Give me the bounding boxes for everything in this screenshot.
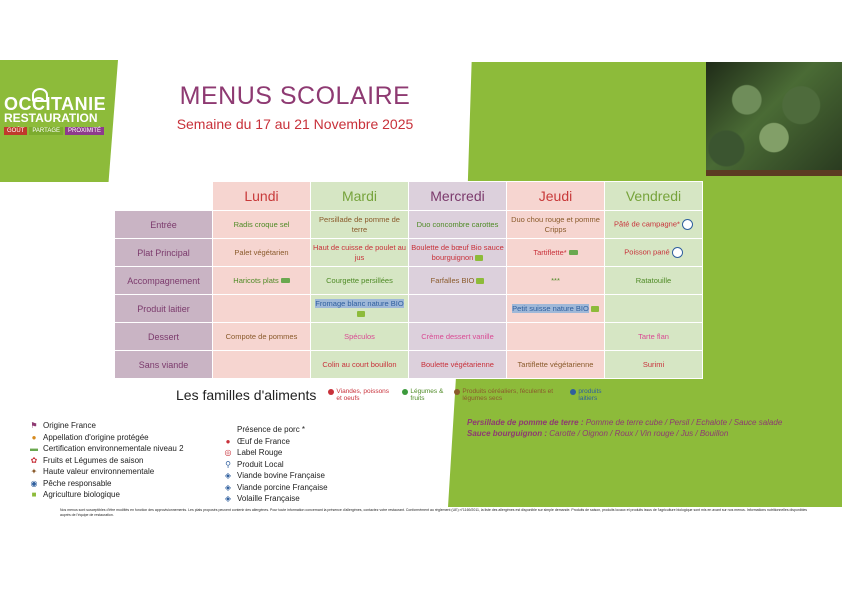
dish-name: Crème dessert vanille bbox=[421, 331, 494, 341]
menu-cell bbox=[311, 211, 409, 239]
menu-cell bbox=[213, 295, 311, 323]
responsible-fishing-icon: ◉ bbox=[30, 478, 38, 488]
menu-cell bbox=[213, 239, 311, 267]
dish-name: Radis croque sel bbox=[233, 219, 290, 229]
food-families-title: Les familles d'aliments bbox=[176, 387, 317, 403]
legend-label: Haute valeur environnementale bbox=[43, 467, 155, 476]
organic-icon bbox=[591, 306, 599, 312]
green-dot-icon bbox=[402, 389, 408, 395]
seasonal-produce-icon: ✿ bbox=[30, 455, 38, 465]
legend-label: Présence de porc * bbox=[237, 425, 306, 434]
legend-item bbox=[224, 470, 328, 482]
day-header: Vendredi bbox=[605, 182, 703, 211]
recipe-note bbox=[467, 417, 787, 428]
dish-name: Surimi bbox=[642, 359, 665, 369]
legend-label: Origine France bbox=[43, 421, 96, 430]
menu-cell bbox=[605, 239, 703, 267]
dish-name: Haricots plats bbox=[233, 275, 279, 285]
menu-cell bbox=[409, 323, 507, 351]
legend-item bbox=[30, 432, 184, 444]
logo-line2: RESTAURATION bbox=[4, 111, 98, 125]
menu-cell bbox=[409, 211, 507, 239]
menu-cell bbox=[311, 323, 409, 351]
dish-name: Duo chou rouge et pomme Cripps bbox=[511, 214, 600, 234]
french-poultry-icon: ◈ bbox=[224, 494, 232, 503]
organic-icon bbox=[357, 311, 365, 317]
day-header: Jeudi bbox=[507, 182, 605, 211]
legend-item bbox=[224, 424, 328, 436]
menu-cell bbox=[507, 211, 605, 239]
dish-name: Palet végétarien bbox=[234, 247, 289, 257]
legend-item bbox=[224, 436, 328, 448]
organic-icon bbox=[476, 278, 484, 284]
dish-name: Farfalles BIO bbox=[430, 275, 475, 285]
legend-label: Viande bovine Française bbox=[237, 471, 325, 480]
table-row bbox=[115, 351, 703, 379]
egg-icon: ● bbox=[225, 436, 231, 446]
day-header: Lundi bbox=[213, 182, 311, 211]
dish-name: Ratatouille bbox=[635, 275, 672, 285]
menu-cell bbox=[507, 267, 605, 295]
recipe-notes bbox=[467, 417, 787, 439]
menu-cell bbox=[605, 351, 703, 379]
row-label: Accompagnement bbox=[115, 267, 213, 295]
recipe-note bbox=[467, 428, 787, 439]
logo-tag-proximite: PROXIMITÉ bbox=[65, 127, 104, 135]
france-flag-icon: ⚑ bbox=[30, 421, 38, 430]
menu-cell bbox=[409, 267, 507, 295]
dish-name: Courgette persillées bbox=[326, 275, 393, 285]
menu-cell bbox=[311, 295, 409, 323]
dish-name: Boulette végétarienne bbox=[421, 359, 494, 369]
row-label: Entrée bbox=[115, 211, 213, 239]
dish-name: Persillade de pomme de terre bbox=[319, 214, 400, 234]
menu-cell bbox=[213, 211, 311, 239]
red-dot-icon bbox=[328, 389, 334, 395]
menu-cell bbox=[213, 351, 311, 379]
menu-cell bbox=[213, 267, 311, 295]
family-label: produits laitiers bbox=[578, 388, 602, 402]
legend-label: Produit Local bbox=[237, 459, 284, 469]
table-header-row bbox=[115, 182, 703, 211]
menu-cell bbox=[311, 239, 409, 267]
french-beef-icon: ◈ bbox=[224, 471, 232, 480]
legend-label: Agriculture biologique bbox=[43, 490, 120, 499]
family-item bbox=[402, 388, 446, 402]
menu-cell bbox=[311, 351, 409, 379]
dish-name: Spéculos bbox=[344, 331, 375, 341]
organic-icon: ■ bbox=[31, 490, 37, 499]
aop-icon: ● bbox=[31, 432, 37, 442]
menu-cell bbox=[605, 267, 703, 295]
logo-tag-gout: GOÛT bbox=[4, 127, 27, 135]
dish-name: *** bbox=[551, 275, 560, 285]
local-product-icon: ⚲ bbox=[225, 459, 231, 469]
logo-line1: OCCITANIE bbox=[4, 94, 107, 114]
legend-item bbox=[30, 466, 184, 478]
hve-icon: ✦ bbox=[30, 467, 38, 476]
row-label: Sans viande bbox=[115, 351, 213, 379]
legend-item bbox=[224, 447, 328, 459]
dish-name: Tartiflette* bbox=[533, 247, 567, 257]
menu-cell bbox=[409, 351, 507, 379]
menu-cell bbox=[507, 351, 605, 379]
legend-label: Fruits et Légumes de saison bbox=[43, 455, 144, 465]
recipe-text: Pomme de terre cube / Persil / Echalote / Sauce salade bbox=[583, 418, 783, 427]
family-item bbox=[454, 388, 562, 402]
chef-hat-icon bbox=[32, 88, 48, 102]
footnote: Nos menus sont susceptibles d'être modifiés en fonction des approvisionnements. Les plats proposés peuvent contenir des allergènes. Pour toute information concernant la présence d'allergènes, contactez votre restaurant. Conformément au règlement (UE) n°1169/2011, la liste des allergènes est disponible sur simple demande. Produits de saison, produits locaux et produits issus de l'agriculture biologique sont mis en avant sur nos menus. Informations nutritionnelles disponibles auprès de l'équipe de restauration. bbox=[60, 508, 808, 517]
page-subtitle: Semaine du 17 au 21 Novembre 2025 bbox=[176, 116, 414, 132]
table-row bbox=[115, 211, 703, 239]
table-row bbox=[115, 295, 703, 323]
day-header: Mercredi bbox=[409, 182, 507, 211]
legend-item bbox=[224, 459, 328, 471]
dish-name: Compote de pommes bbox=[225, 331, 298, 341]
day-header: Mardi bbox=[311, 182, 409, 211]
labels-legend-left bbox=[30, 420, 184, 501]
dish-name: Boulette de bœuf Bio sauce bourguignon bbox=[411, 242, 504, 262]
brown-dot-icon bbox=[454, 389, 460, 395]
page-title: MENUS SCOLAIRE bbox=[179, 82, 411, 110]
table-row bbox=[115, 239, 703, 267]
occitanie-restauration-logo bbox=[4, 96, 116, 135]
legend-label: Label Rouge bbox=[237, 448, 283, 457]
table-corner bbox=[115, 182, 213, 211]
labels-legend-right bbox=[224, 424, 328, 505]
legend-item bbox=[30, 478, 184, 490]
dish-name: Poisson pané bbox=[624, 247, 670, 257]
row-label: Dessert bbox=[115, 323, 213, 351]
cabbage-photo bbox=[706, 62, 842, 176]
menu-cell bbox=[507, 323, 605, 351]
dish-name: Pâté de campagne* bbox=[614, 219, 680, 229]
family-label: Viandes, poissons et oeufs bbox=[336, 388, 390, 402]
label-rouge-icon bbox=[682, 219, 693, 230]
menu-cell bbox=[213, 323, 311, 351]
row-label: Produit laitier bbox=[115, 295, 213, 323]
dish-name: Petit suisse nature BIO bbox=[512, 303, 589, 313]
legend-label: Appellation d'origine protégée bbox=[43, 432, 149, 442]
hve-icon bbox=[569, 250, 578, 255]
legend-item bbox=[30, 443, 184, 455]
recipe-name: Persillade de pomme de terre : bbox=[467, 418, 584, 427]
dish-name: Tartiflette végétarienne bbox=[517, 359, 594, 369]
recipe-text: Carotte / Oignon / Roux / Vin rouge / Jus / Bouillon bbox=[547, 429, 729, 438]
menu-cell bbox=[605, 323, 703, 351]
legend-label: Certification environnementale niveau 2 bbox=[43, 444, 184, 453]
french-pork-icon: ◈ bbox=[224, 482, 232, 492]
dish-name: Duo concombre carottes bbox=[416, 219, 499, 229]
environmental-certification-icon: ▬ bbox=[30, 444, 38, 453]
dish-name: Fromage blanc nature BIO bbox=[315, 298, 404, 308]
dish-name: Colin au court bouillon bbox=[322, 359, 397, 369]
menu-cell bbox=[507, 295, 605, 323]
recipe-name: Sauce bourguignon : bbox=[467, 429, 547, 438]
organic-icon bbox=[475, 255, 483, 261]
responsible-fishing-icon bbox=[672, 247, 683, 258]
menu-cell bbox=[409, 239, 507, 267]
legend-item bbox=[224, 482, 328, 494]
table-row bbox=[115, 323, 703, 351]
row-label: Plat Principal bbox=[115, 239, 213, 267]
menu-cell bbox=[605, 295, 703, 323]
family-label: Produits céréaliers, féculents et légumes secs bbox=[462, 388, 554, 402]
menu-table bbox=[114, 181, 703, 379]
menu-cell bbox=[311, 267, 409, 295]
legend-item bbox=[30, 420, 184, 432]
logo-tag-partage: PARTAGE bbox=[29, 127, 63, 135]
family-item bbox=[570, 388, 618, 402]
legend-label: Œuf de France bbox=[237, 436, 290, 446]
dish-name: Haut de cuisse de poulet au jus bbox=[313, 242, 406, 262]
legend-label: Pêche responsable bbox=[43, 478, 112, 488]
legend-label: Volaille Française bbox=[237, 494, 300, 503]
family-label: Légumes & fruits bbox=[410, 388, 444, 402]
family-item bbox=[328, 388, 394, 402]
dish-name: Tarte flan bbox=[638, 331, 669, 341]
blue-dot-icon bbox=[570, 389, 576, 395]
menu-cell bbox=[507, 239, 605, 267]
hve-icon bbox=[281, 278, 290, 283]
table-row bbox=[115, 267, 703, 295]
label-rouge-icon: ◎ bbox=[224, 448, 232, 457]
legend-item bbox=[30, 455, 184, 467]
legend-item bbox=[30, 489, 184, 501]
menu-cell bbox=[605, 211, 703, 239]
food-families-legend bbox=[176, 387, 618, 403]
legend-label: Viande porcine Française bbox=[237, 482, 328, 492]
legend-item bbox=[224, 493, 328, 505]
menu-cell bbox=[409, 295, 507, 323]
